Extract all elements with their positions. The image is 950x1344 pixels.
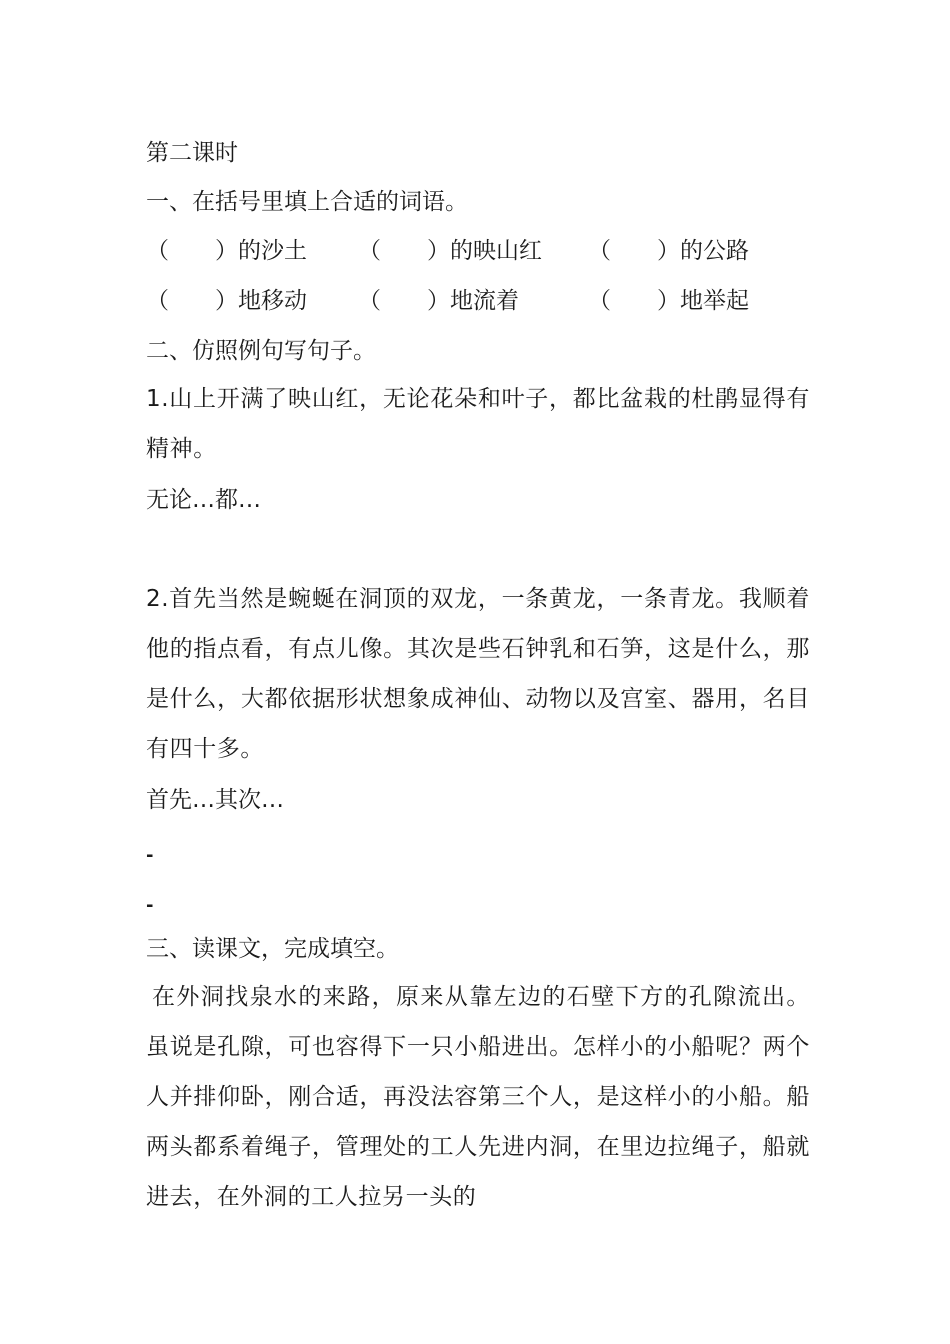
- section-1-heading: 一、在括号里填上合适的词语。: [146, 189, 468, 215]
- fill-blank-item: （ ）的沙土: [146, 238, 307, 264]
- example-sentence-1: 1.山上开满了映山红，无论花朵和叶子，都比盆栽的杜鹃显得有精神。: [146, 386, 810, 462]
- answer-line-mark: -: [146, 845, 154, 866]
- sentence-pattern-2: 首先…其次…: [146, 787, 284, 813]
- section-3-heading: 三、读课文，完成填空。: [146, 936, 399, 962]
- reading-passage: 在外洞找泉水的来路，原来从靠左边的石壁下方的孔隙流出。虽说是孔隙，可也容得下一只小船进出。怎样小的小船呢？两个人并排仰卧，刚合适，再没法容第三个人，是这样小的小船。船两头都系着绳子，管理处的工人先进内洞，在里边拉绳子，船就进去，在外洞的工人拉另一头的: [146, 984, 810, 1210]
- answer-line-mark: -: [146, 895, 154, 916]
- example-sentence-2: 2.首先当然是蜿蜒在洞顶的双龙，一条黄龙，一条青龙。我顺着他的指点看，有点儿像。其次是些石钟乳和石笋，这是什么，那是什么，大都依据形状想象成神仙、动物以及宫室、器用，名目有四十多。: [146, 586, 810, 762]
- fill-blank-item: （ ）地移动: [146, 288, 307, 314]
- fill-blank-item: （ ）地流着: [358, 288, 519, 314]
- fill-blank-item: （ ）的公路: [588, 238, 749, 264]
- fill-blank-item: （ ）地举起: [588, 288, 749, 314]
- fill-blank-item: （ ）的映山红: [358, 238, 542, 264]
- sentence-pattern-1: 无论…都…: [146, 487, 261, 513]
- section-2-heading: 二、仿照例句写句子。: [146, 338, 376, 364]
- lesson-title: 第二课时: [146, 140, 238, 166]
